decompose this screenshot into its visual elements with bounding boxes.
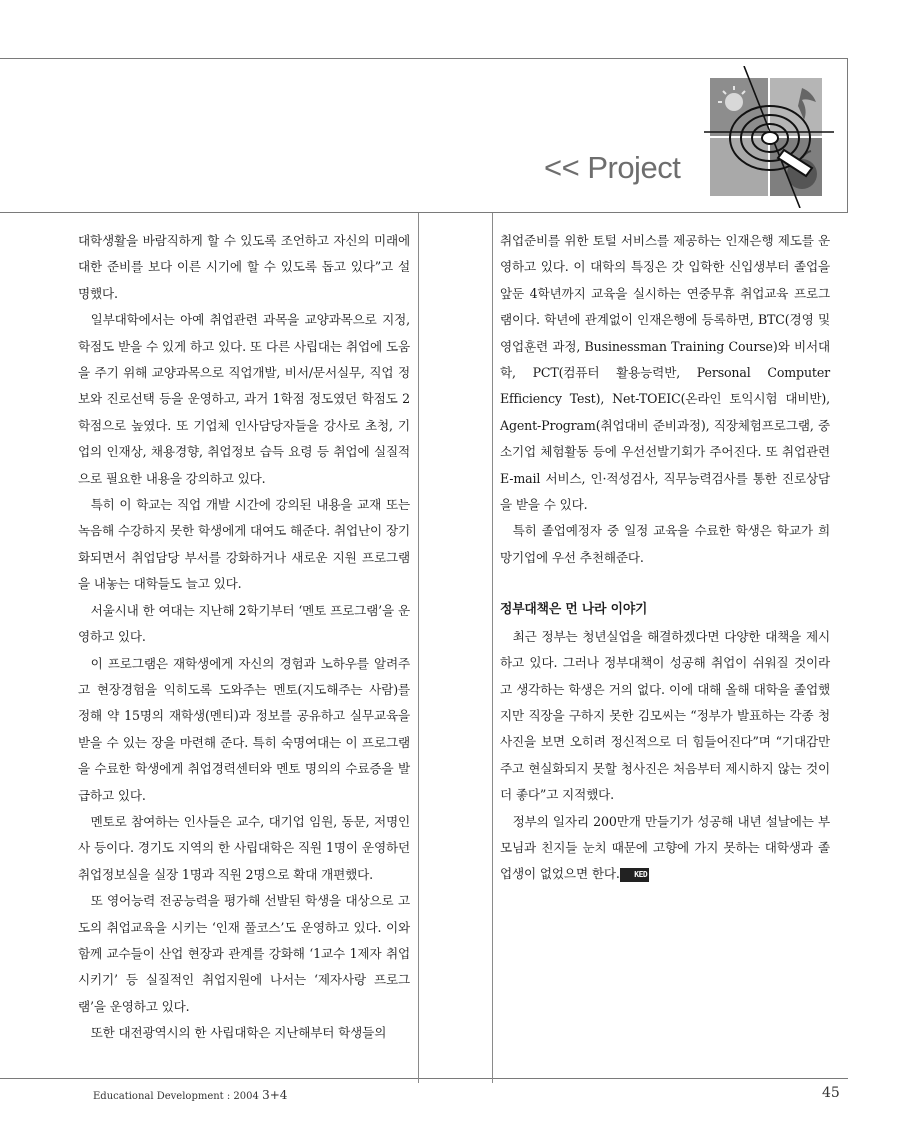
page-number: 45 [822, 1085, 840, 1101]
column-divider-left [418, 213, 419, 1083]
column-divider-right [492, 213, 493, 1083]
paragraph: 또 영어능력 전공능력을 평가해 선발된 학생을 대상으로 고도의 취업교육을 시키는 ‘인재 풀코스’도 운영하고 있다. 이와 함께 교수들이 산업 현장과 관계를 강화해 ‘1교수 1제자 취업시키기’ 등 실질적인 취업지원에 나서는 ‘제자사랑 프로그램’을 운영하고 있다. [78, 893, 410, 1014]
paragraph: 서울시내 한 여대는 지난해 2학기부터 ‘멘토 프로그램’을 운영하고 있다. [78, 602, 410, 645]
header-right-rule [847, 58, 848, 213]
paragraph: 특히 졸업예정자 중 일정 교육을 수료한 학생은 학교가 희망기업에 우선 추천해준다. [500, 523, 830, 565]
paragraph [500, 809, 830, 888]
paragraph: 특히 이 학교는 직업 개발 시간에 강의된 내용을 교재 또는 녹음해 수강하지 못한 학생에게 대여도 해준다. 취업난이 장기화되면서 취업담당 부서를 강화하거나 새로운 지원 프로그램을 내놓는 대학들도 늘고 있다. [78, 497, 410, 592]
subheading: 정부대책은 먼 나라 이야기 [500, 602, 648, 618]
paragraph: 멘토로 참여하는 인사들은 교수, 대기업 임원, 동문, 저명인사 등이다. 경기도 지역의 한 사립대학은 직원 1명이 운영하던 취업정보실을 실장 1명과 직원 2명으로 확대 개편했다. [78, 813, 410, 882]
paragraph: 일부대학에서는 아예 취업관련 과목을 교양과목으로 지정, 학점도 받을 수 있게 하고 있다. 또 다른 사립대는 취업에 도움을 주기 위해 교양과목으로 직업개발, 비서/문서실무, 직업 정보와 진로선택 등을 운영하고, 과거 1학점 정도였던 학점도 2학점으로 높였다. 또 기업체 인사담당자들을 강사로 초청, 기업의 인재상, 채용경향, 취업정보 습득 요령 등 취업에 실질적으로 필요한 내용을 강의하고 있다. [78, 312, 410, 486]
footer-rule [0, 1078, 848, 1079]
paragraph: 최근 정부는 청년실업을 해결하겠다면 다양한 대책을 제시하고 있다. 그러나 정부대책이 성공해 취업이 쉬워질 것이라고 생각하는 학생은 거의 없다. 이에 대해 올해 대학을 졸업했지만 직장을 구하지 못한 김모씨는 “정부가 발표하는 각종 청사진을 보면 오히려 정신적으로 더 힘들어진다”며 “기대감만 주고 현실화되지 못할 청사진은 처음부터 제시하지 않는 것이 더 좋다”고 지적했다. [500, 628, 830, 803]
end-mark-icon: KED [620, 868, 650, 882]
section-title: << Project [544, 150, 681, 185]
paragraph: 또한 대전광역시의 한 사립대학은 지난해부터 학생들의 [90, 1025, 387, 1041]
top-rule [0, 58, 848, 59]
paragraph: 대학생활을 바람직하게 할 수 있도록 조언하고 자신의 미래에 대한 준비를 보다 이른 시기에 할 수 있도록 돕고 있다”고 설명했다. [78, 233, 410, 301]
paragraph: 이 프로그램은 재학생에게 자신의 경험과 노하우를 알려주고 현장경험을 익히도록 도와주는 멘토(지도해주는 사람)를 정해 약 15명의 재학생(멘티)과 정보를 공유하고 실무교육을 받을 수 있는 장을 마련해 준다. 특히 숙명여대는 이 프로그램을 수료한 학생에게 취업경력센터와 멘토 명의의 수료증을 발급하고 있다. [78, 655, 410, 803]
journal-issue: 3+4 [262, 1088, 288, 1102]
article-right-column [500, 228, 830, 888]
journal-name: Educational Development : 2004 [93, 1091, 259, 1102]
paragraph-text: 정부의 일자리 200만개 만들기가 성공해 내년 설날에는 부모님과 친지들 눈치 때문에 고향에 가지 못하는 대학생과 졸업생이 없었으면 한다. [500, 813, 830, 882]
footer-journal [93, 1088, 287, 1102]
project-logo-icon [704, 66, 834, 208]
article-left-column [78, 228, 410, 1047]
paragraph: 취업준비를 위한 토털 서비스를 제공하는 인재은행 제도를 운영하고 있다. 이 대학의 특징은 갓 입학한 신입생부터 졸업을 앞둔 4학년까지 교육을 실시하는 연중무휴 취업교육 프로그램이다. 학년에 관계없이 인재은행에 등록하면, BTC(경영 및 영업훈련 과정, Businessman Training Course)와 비서대학, PCT(컴퓨터 활용능력반, Personal Computer Efficiency Test), Net-TOEIC(온라인 토익시험 대비반), Agent-Program(취업대비 준비과정), 직장체험프로그램, 중소기업 체험활동 등에 우선선발기회가 주어진다. 또 취업관련 E-mail 서비스, 인·적성검사, 직무능력검사를 통한 진로상담을 받을 수 있다. [500, 233, 830, 513]
header-bottom-rule [0, 212, 848, 213]
